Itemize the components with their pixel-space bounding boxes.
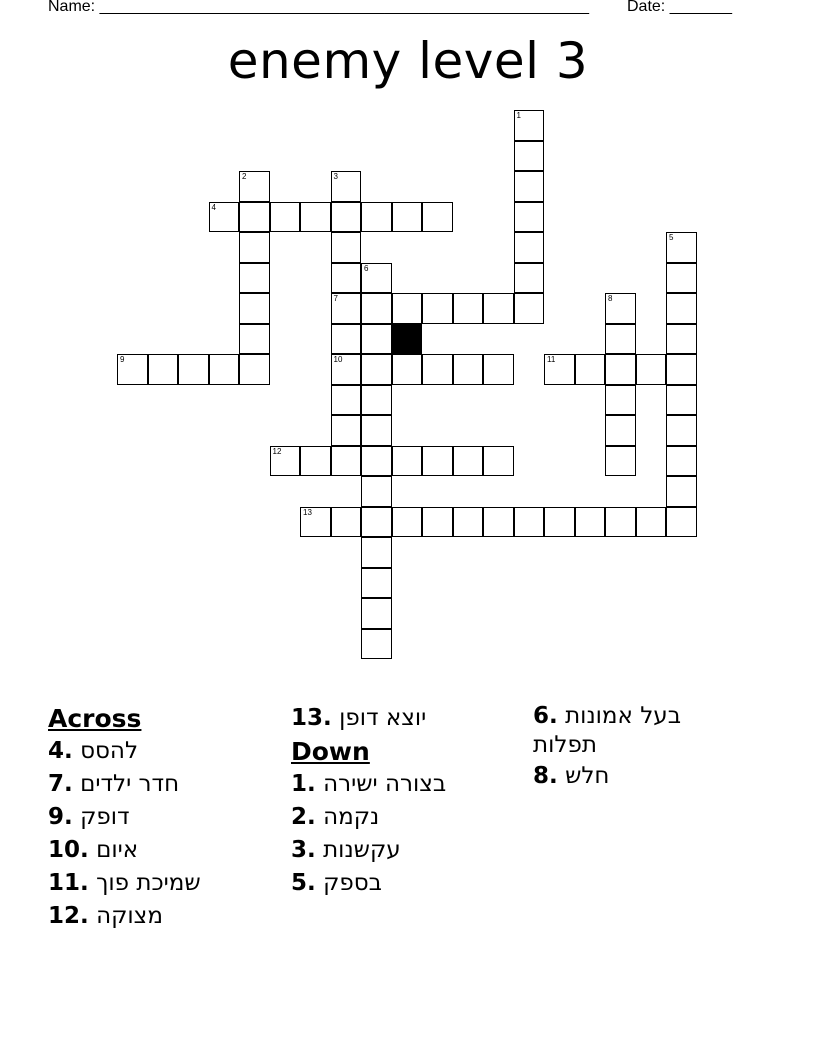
- down-heading: Down: [291, 737, 370, 766]
- grid-cell[interactable]: [666, 385, 697, 416]
- grid-cell[interactable]: [148, 354, 179, 385]
- grid-cell[interactable]: [331, 232, 362, 263]
- cell-number: 10: [333, 355, 343, 364]
- grid-cell[interactable]: [331, 507, 362, 538]
- grid-cell[interactable]: [361, 568, 392, 599]
- grid-cell[interactable]: [361, 354, 392, 385]
- grid-cell[interactable]: [361, 476, 392, 507]
- grid-cell[interactable]: [392, 507, 423, 538]
- grid-cell[interactable]: [422, 507, 453, 538]
- grid-cell[interactable]: [361, 629, 392, 660]
- cell-number: 5: [669, 233, 674, 242]
- grid-cell[interactable]: [605, 293, 636, 324]
- clue-across-13: 13. יוצא דופן: [291, 705, 427, 731]
- grid-cell[interactable]: [361, 537, 392, 568]
- grid-cell[interactable]: [300, 202, 331, 233]
- clue-across-11: 11. שמיכת פוך: [48, 870, 201, 896]
- grid-cell[interactable]: [666, 263, 697, 294]
- grid-cell[interactable]: [483, 507, 514, 538]
- grid-cell[interactable]: [239, 324, 270, 355]
- grid-cell[interactable]: [575, 354, 606, 385]
- clue-across-12: 12. מצוקה: [48, 903, 163, 929]
- name-line: Name: _______________________________________________________: [48, 0, 589, 15]
- grid-cell[interactable]: [666, 476, 697, 507]
- grid-cell[interactable]: [361, 415, 392, 446]
- grid-cell[interactable]: [239, 293, 270, 324]
- grid-cell[interactable]: [636, 354, 667, 385]
- grid-cell[interactable]: [422, 446, 453, 477]
- across-heading: Across: [48, 704, 142, 733]
- grid-cell[interactable]: [392, 202, 423, 233]
- grid-cell[interactable]: [483, 446, 514, 477]
- grid-cell[interactable]: [331, 171, 362, 202]
- grid-cell[interactable]: [270, 446, 301, 477]
- clue-down-8: 8. חלש: [533, 763, 610, 789]
- grid-cell[interactable]: [514, 232, 545, 263]
- grid-cell[interactable]: [666, 507, 697, 538]
- grid-cell[interactable]: [331, 293, 362, 324]
- grid-cell[interactable]: [239, 263, 270, 294]
- grid-cell[interactable]: [239, 202, 270, 233]
- grid-cell[interactable]: [453, 293, 484, 324]
- grid-cell[interactable]: [514, 202, 545, 233]
- cell-number: 2: [242, 172, 247, 181]
- cell-number: 7: [333, 294, 338, 303]
- cell-number: 13: [303, 507, 312, 517]
- grid-cell[interactable]: [636, 507, 667, 538]
- grid-cell[interactable]: [453, 354, 484, 385]
- grid-cell[interactable]: [361, 598, 392, 629]
- cell-number: 11: [547, 355, 556, 364]
- clue-down-2: 2. נקמה: [291, 804, 380, 830]
- grid-cell[interactable]: [331, 202, 362, 233]
- grid-cell[interactable]: [117, 354, 148, 385]
- clue-down-3: 3. עקשנות: [291, 837, 401, 863]
- cell-number: 4: [211, 202, 216, 212]
- grid-cell[interactable]: [239, 354, 270, 385]
- grid-cell[interactable]: [361, 385, 392, 416]
- grid-cell[interactable]: [666, 354, 697, 385]
- grid-cell[interactable]: [605, 354, 636, 385]
- grid-cell[interactable]: [483, 354, 514, 385]
- grid-cell[interactable]: [331, 385, 362, 416]
- clue-column-1: [48, 702, 278, 933]
- clue-across-10: 10. איום: [48, 837, 139, 863]
- clue-column-3: [533, 702, 763, 793]
- grid-cell[interactable]: [483, 293, 514, 324]
- grid-cell[interactable]: [514, 293, 545, 324]
- grid-cell[interactable]: [239, 171, 270, 202]
- grid-cell[interactable]: [331, 324, 362, 355]
- grid-cell[interactable]: [392, 354, 423, 385]
- puzzle-title: enemy level 3: [227, 32, 589, 90]
- grid-cell[interactable]: [605, 385, 636, 416]
- grid-cell[interactable]: [605, 507, 636, 538]
- grid-cell[interactable]: [544, 354, 575, 385]
- grid-cell[interactable]: [300, 446, 331, 477]
- clue-down-5: 5. בספק: [291, 870, 382, 896]
- grid-cell[interactable]: [605, 446, 636, 477]
- grid-cell[interactable]: [514, 507, 545, 538]
- clue-down-6: 6. בעל אמונות תפלות: [533, 703, 681, 758]
- grid-cell[interactable]: [361, 293, 392, 324]
- grid-cell[interactable]: [300, 507, 331, 538]
- grid-cell[interactable]: [361, 263, 392, 294]
- grid-cell[interactable]: [575, 507, 606, 538]
- grid-cell[interactable]: [666, 446, 697, 477]
- clue-across-7: 7. חדר ילדים: [48, 771, 180, 797]
- grid-cell[interactable]: [666, 232, 697, 263]
- grid-cell[interactable]: [514, 110, 545, 141]
- date-line: Date: _______: [627, 0, 732, 15]
- grid-cell[interactable]: [239, 232, 270, 263]
- grid-cell[interactable]: [544, 507, 575, 538]
- cell-number: 6: [364, 263, 369, 273]
- grid-cell[interactable]: [453, 446, 484, 477]
- grid-cell[interactable]: [331, 415, 362, 446]
- cell-number: 3: [333, 172, 338, 181]
- grid-cell[interactable]: [361, 507, 392, 538]
- grid-cell[interactable]: [392, 293, 423, 324]
- grid-cell[interactable]: [422, 354, 453, 385]
- clue-across-9: 9. דופק: [48, 804, 130, 830]
- grid-cell[interactable]: [361, 324, 392, 355]
- grid-cell[interactable]: [422, 202, 453, 233]
- grid-cell[interactable]: [605, 324, 636, 355]
- grid-cell[interactable]: [331, 446, 362, 477]
- cell-number: 9: [120, 355, 125, 364]
- grid-cell[interactable]: [361, 446, 392, 477]
- grid-cell[interactable]: [392, 446, 423, 477]
- clue-column-2: [291, 702, 521, 900]
- grid-cell[interactable]: [453, 507, 484, 538]
- grid-cell[interactable]: [331, 263, 362, 294]
- grid-cell[interactable]: [666, 324, 697, 355]
- grid-block-cell: [392, 324, 423, 355]
- grid-cell[interactable]: [666, 415, 697, 446]
- cell-number: 8: [608, 294, 613, 303]
- grid-cell[interactable]: [605, 415, 636, 446]
- clue-down-1: 1. בצורה ישירה: [291, 771, 447, 797]
- grid-cell[interactable]: [331, 354, 362, 385]
- grid-cell[interactable]: [666, 293, 697, 324]
- grid-cell[interactable]: [514, 141, 545, 172]
- grid-cell[interactable]: [514, 171, 545, 202]
- grid-cell[interactable]: [178, 354, 209, 385]
- grid-cell[interactable]: [209, 354, 240, 385]
- grid-cell[interactable]: [209, 202, 240, 233]
- grid-cell[interactable]: [270, 202, 301, 233]
- cell-number: 12: [272, 446, 282, 456]
- grid-cell[interactable]: [422, 293, 453, 324]
- grid-cell[interactable]: [514, 263, 545, 294]
- grid-cell[interactable]: [361, 202, 392, 233]
- cell-number: 1: [516, 111, 521, 120]
- clue-across-4: 4. להסס: [48, 738, 139, 764]
